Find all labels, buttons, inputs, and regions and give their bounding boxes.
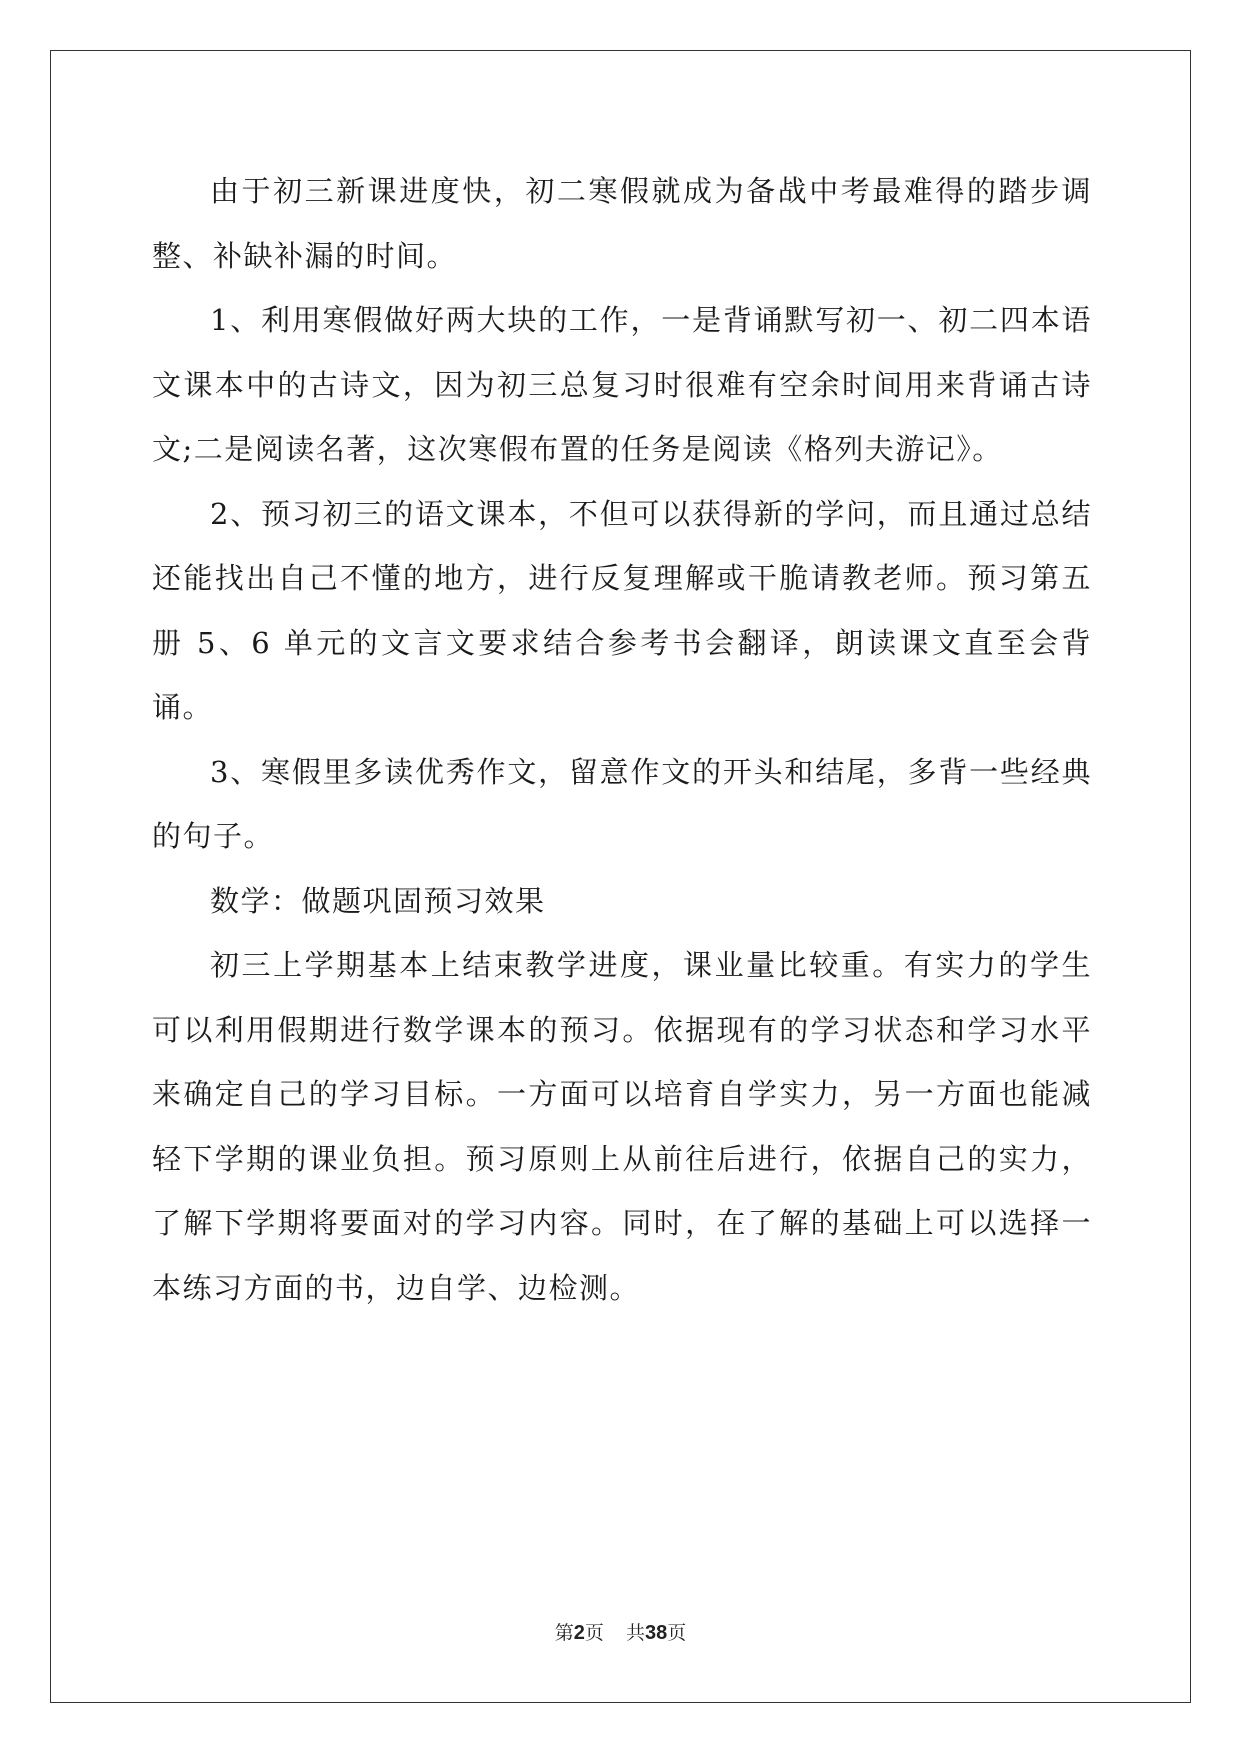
current-page-number: 2	[573, 1622, 585, 1644]
document-body	[152, 159, 1092, 1320]
footer-total-suffix: 页	[667, 1622, 687, 1644]
page-footer	[0, 1618, 1241, 1645]
footer-prefix: 第	[554, 1622, 574, 1644]
paragraph-math: 初三上学期基本上结束教学进度，课业量比较重。有实力的学生可以利用假期进行数学课本的预习。依据现有的学习状态和学习水平来确定自己的学习目标。一方面可以培育自学实力，另一方面也能减轻下学期的课业负担。预习原则上从前往后进行，依据自己的实力，了解下学期将要面对的学习内容。同时，在了解的基础上可以选择一本练习方面的书，边自学、边检测。	[152, 948, 1092, 1305]
total-page-count: 38	[644, 1622, 668, 1644]
paragraph-intro: 由于初三新课进度快，初二寒假就成为备战中考最难得的踏步调整、补缺补漏的时间。	[152, 174, 1092, 273]
footer-page-suffix: 页	[584, 1622, 604, 1644]
paragraph-item-1: 1、利用寒假做好两大块的工作，一是背诵默写初一、初二四本语文课本中的古诗文，因为初三总复习时很难有空余时间用来背诵古诗文;二是阅读名著，这次寒假布置的任务是阅读《格列夫游记》。	[152, 303, 1092, 466]
paragraph-item-2: 2、预习初三的语文课本，不但可以获得新的学问，而且通过总结还能找出自己不懂的地方，进行反复理解或干脆请教老师。预习第五册 5、6 单元的文言文要求结合参考书会翻译，朗读课文直至会背诵。	[152, 496, 1092, 724]
section-heading-math: 数学：做题巩固预习效果	[210, 883, 546, 918]
footer-total-prefix: 共	[625, 1622, 645, 1644]
paragraph-item-3: 3、寒假里多读优秀作文，留意作文的开头和结尾，多背一些经典的句子。	[152, 754, 1092, 853]
